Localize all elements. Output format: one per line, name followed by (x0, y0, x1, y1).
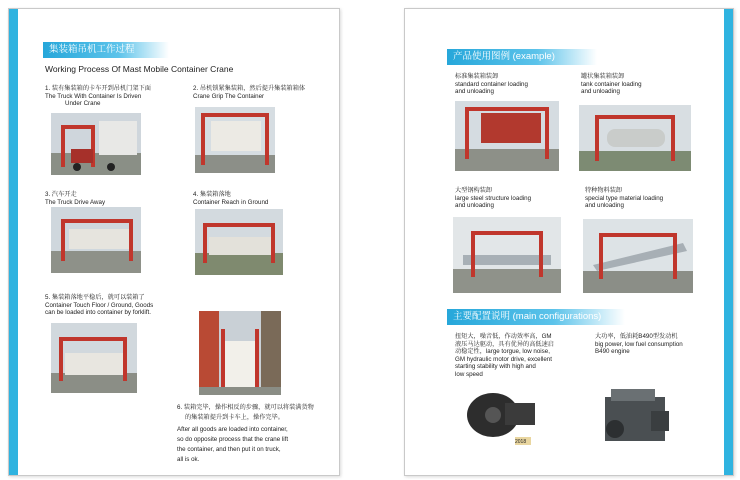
example-1-caption (455, 73, 528, 96)
config-2-line-2: big power, low fuel consumption (595, 340, 683, 348)
example-section-title: 产品使用图例 (example) (447, 49, 597, 65)
example-2-en2: and unloading (581, 88, 620, 96)
example-3-photo (453, 217, 561, 293)
example-3-caption (455, 187, 531, 210)
example-4-photo (583, 219, 693, 293)
left-page (8, 8, 340, 476)
step-5-en2: can be loaded into container by forklift. (45, 309, 151, 317)
hydraulic-motor-photo (453, 381, 551, 453)
step-6-caption (177, 403, 314, 423)
config-2-line-3: B490 engine (595, 348, 630, 356)
example-4-en2: and unloading (585, 202, 624, 210)
step-2-photo (195, 107, 275, 173)
engine-photo (593, 381, 679, 455)
example-2-en: tank container loading (581, 80, 642, 88)
step-6-note-line-4: all is ok. (177, 456, 200, 463)
example-3-en: large steel structure loading (455, 194, 532, 202)
right-spine-stripe (724, 9, 733, 475)
step-3-en: The Truck Drive Away (45, 198, 106, 206)
step-4-en: Container Reach in Ground (193, 198, 269, 206)
step-5-en: Container Touch Floor / Ground, Goods (45, 301, 154, 309)
example-2-photo (579, 105, 691, 171)
config-1-line-4: GM hydraulic motor drive, excellent (455, 355, 552, 363)
example-4-en: special type material loading (585, 194, 664, 202)
example-3-en2: and unloading (455, 202, 494, 210)
step-1-en: The Truck With Container Is Driven (45, 92, 142, 100)
step-6-note-line-3: the container, and then put it on truck, (177, 446, 281, 453)
step-4-photo (195, 209, 283, 275)
example-1-en2: and unloading (455, 88, 494, 96)
example-1-cn: 标准集装箱装卸 (455, 73, 499, 80)
step-6-note-line-1: After all goods are loaded into container, (177, 426, 288, 433)
step-6-photo (199, 311, 281, 395)
step-1-caption (45, 85, 151, 108)
step-2-cn: 2. 吊机锁紧集装箱，然后提升集装箱箱体 (193, 85, 306, 92)
step-5-photo (51, 323, 137, 393)
step-3-photo (51, 207, 141, 273)
step-6-cn2: 的集装箱提升到卡车上，操作完毕。 (185, 414, 284, 421)
step-3-caption (45, 191, 105, 206)
working-process-subtitle: Working Process Of Mast Mobile Container Crane (45, 64, 234, 74)
config-1-line-2: 液压马达驱动，具有优异的高低速启 (455, 340, 554, 348)
working-process-section-title: 集装箱吊机工作过程 (43, 42, 169, 58)
step-5-caption (45, 294, 153, 317)
example-2-cn: 罐状集装箱装卸 (581, 73, 625, 80)
main-config-section-title: 主要配置说明 (main configurations) (447, 309, 625, 325)
config-1-line-5: starting stability with high and (455, 363, 536, 371)
step-2-en: Crane Grip The Container (193, 92, 265, 100)
example-3-cn: 大型钢构装卸 (455, 187, 493, 194)
step-5-cn: 5. 集装箱落地平稳后，就可以装箱了 (45, 294, 145, 301)
config-1-line-3: 动稳定性，large torgue, low noise, (455, 348, 550, 356)
example-1-en: standard container loading (455, 80, 528, 88)
left-spine-stripe (9, 9, 18, 475)
step-3-cn: 3. 汽车开走 (45, 191, 77, 198)
example-4-caption (585, 187, 663, 210)
config-1-line-6: low speed (455, 370, 483, 378)
example-1-photo (455, 101, 559, 171)
config-2-line-1: 大功率，低油耗B490型发动机 (595, 333, 678, 340)
config-2-text (595, 333, 683, 356)
example-2-caption (581, 73, 642, 96)
right-page (404, 8, 734, 476)
step-6-note-line-2: so do opposite process that the crane lift (177, 436, 289, 443)
step-4-caption (193, 191, 268, 206)
step-1-photo (51, 113, 141, 175)
step-1-en2: Under Crane (65, 100, 101, 108)
config-1-text (455, 333, 554, 379)
config-1-line-1: 扭矩大，噪音低，作动效率高，GM (455, 333, 552, 340)
step-1-cn: 1. 装有集装箱的卡车开到吊机门架下面 (45, 85, 151, 92)
example-4-cn: 特种物料装卸 (585, 187, 623, 194)
step-6-cn: 6. 装箱完毕，操作相反的步骤，就可以将装满货物 (177, 404, 314, 411)
step-4-cn: 4. 集装箱落地 (193, 191, 231, 198)
step-2-caption (193, 85, 305, 100)
motor-tag-label: 2018 (515, 439, 527, 445)
step-6-english-note (177, 425, 288, 465)
